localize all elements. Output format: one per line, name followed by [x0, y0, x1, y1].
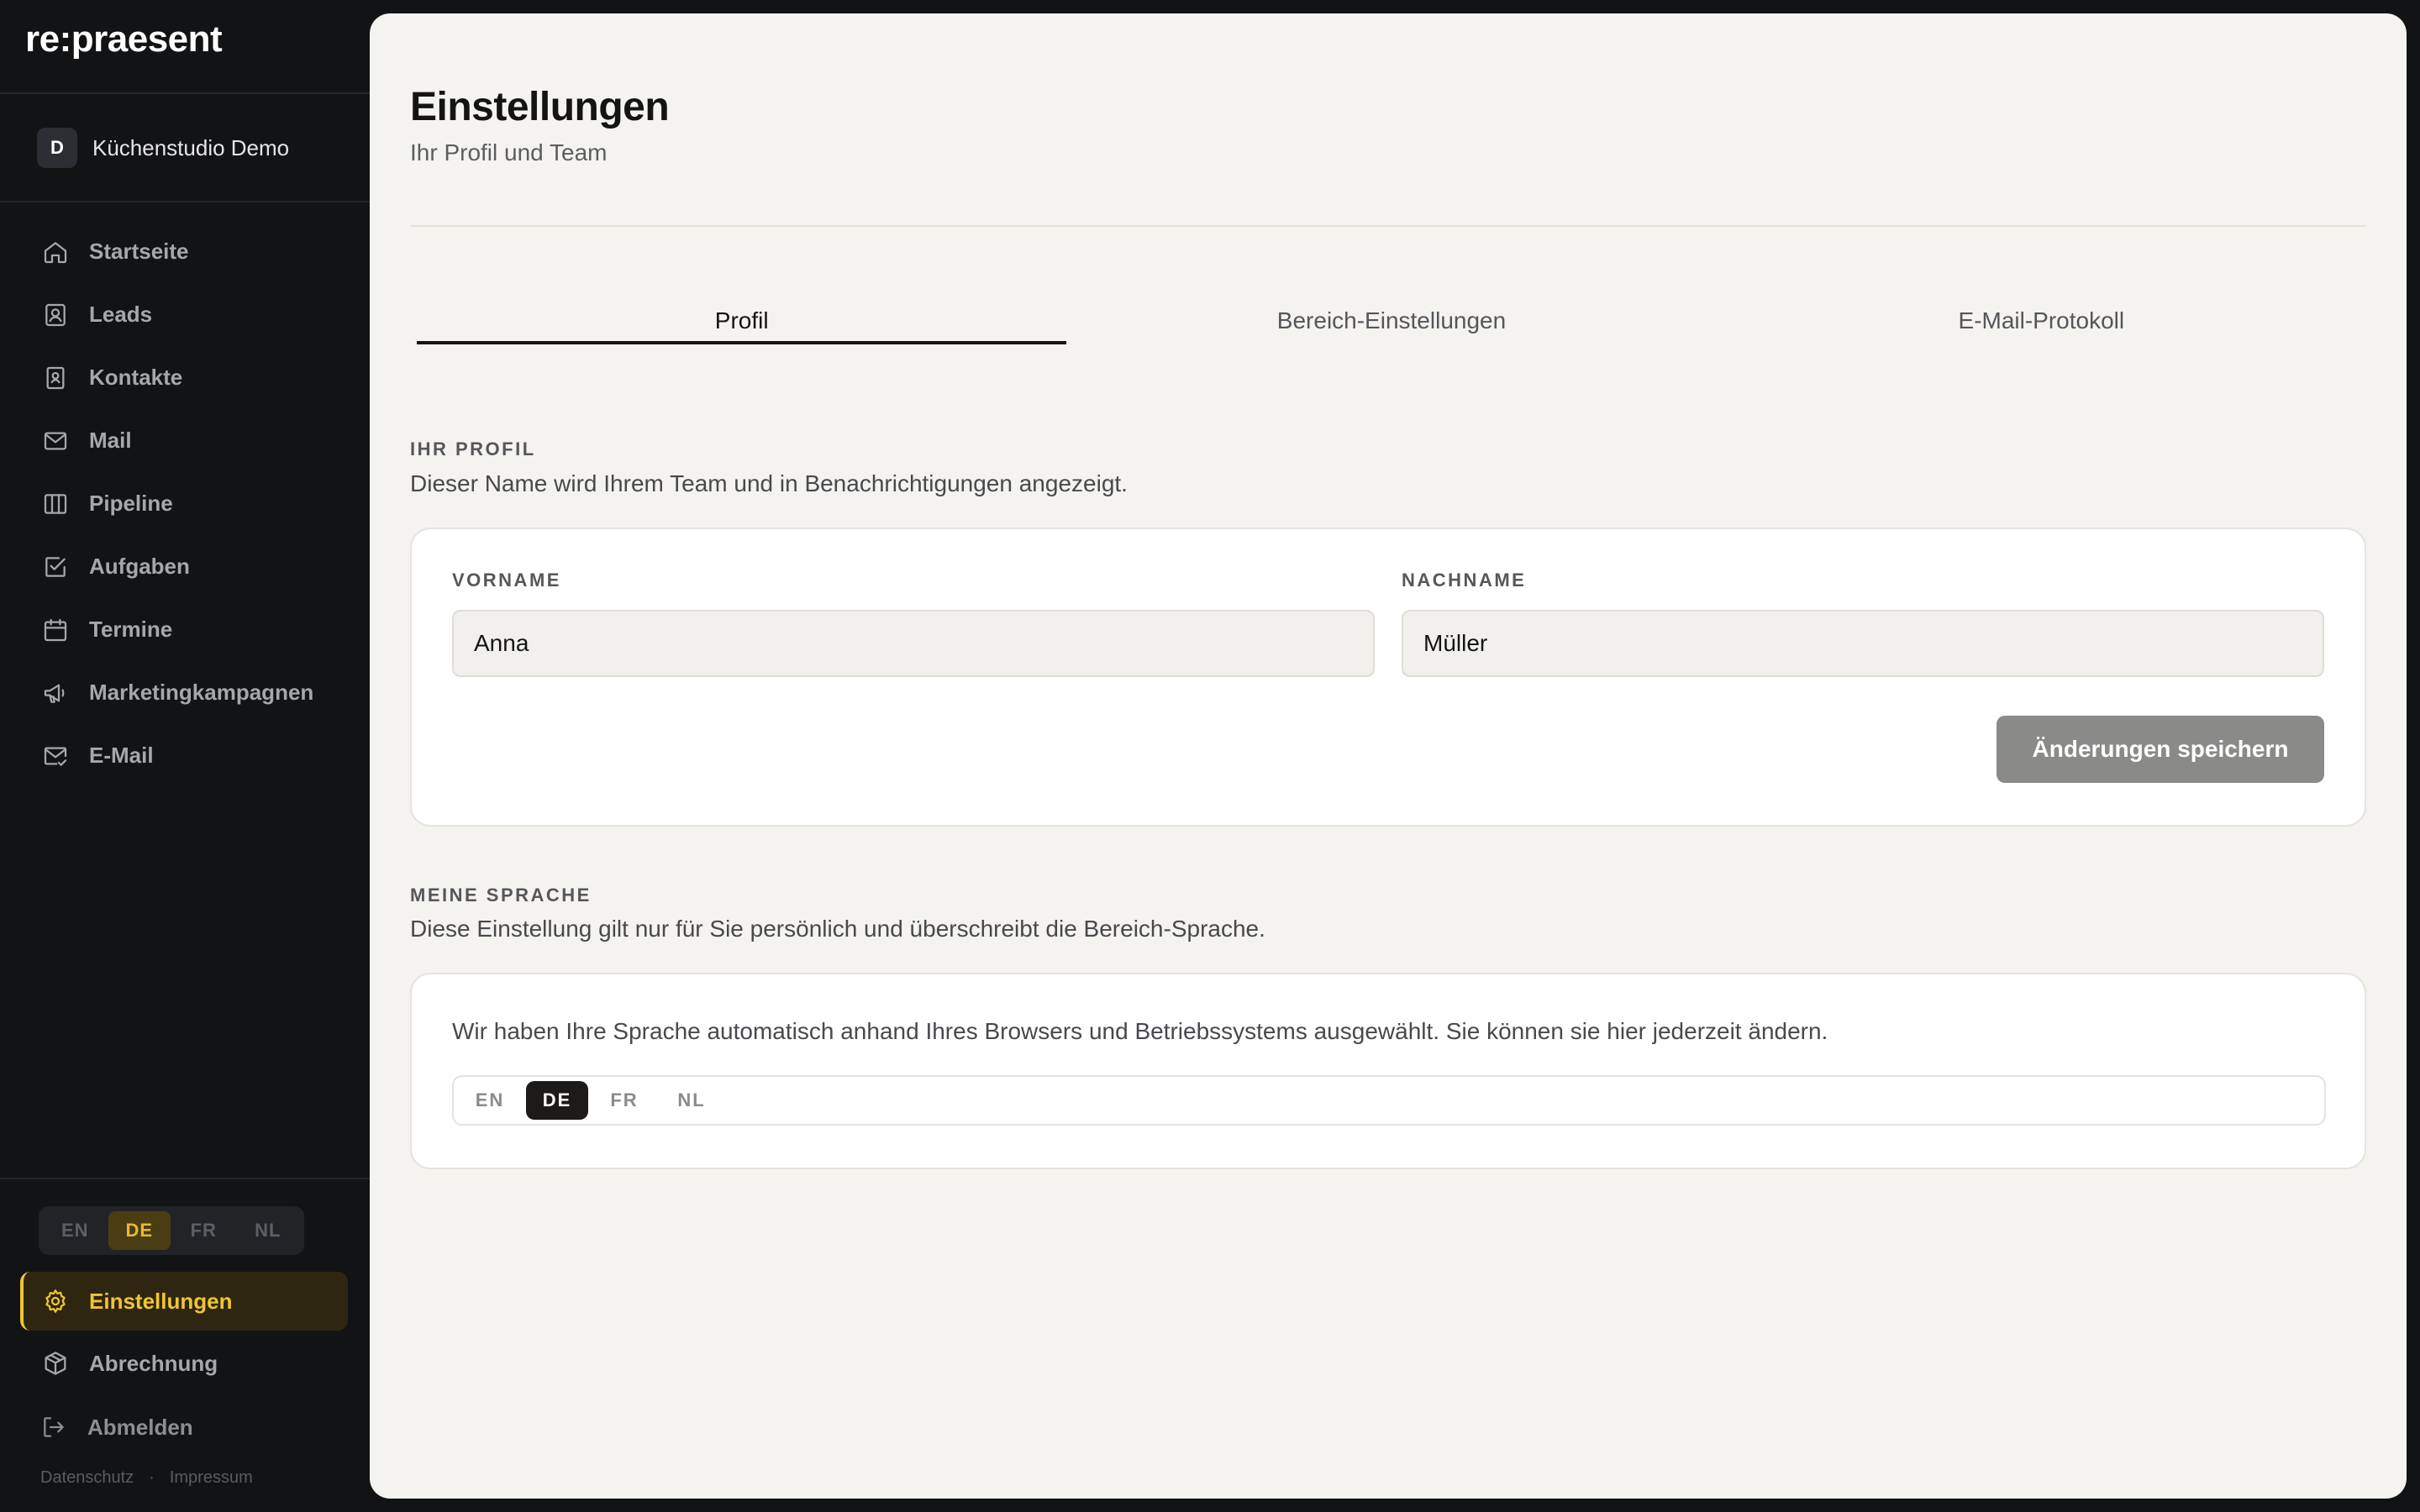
user-badge-icon — [42, 302, 69, 328]
logout-button[interactable] — [20, 1398, 348, 1457]
first-name-label: VORNAME — [452, 570, 561, 591]
sidebar-item-startseite[interactable] — [20, 220, 348, 283]
footer-separator: · — [149, 1468, 155, 1487]
sidebar-lang-en[interactable]: EN — [60, 1220, 89, 1241]
checkbox-icon — [42, 554, 69, 580]
sidebar-item-abrechnung[interactable] — [20, 1334, 348, 1393]
sidebar-language-switcher — [39, 1206, 304, 1255]
sidebar-divider — [0, 201, 370, 202]
brand-logo[interactable]: re:praesent — [25, 18, 223, 60]
sidebar-item-label: Einstellungen — [89, 1288, 233, 1314]
page-subtitle: Ihr Profil und Team — [410, 139, 608, 165]
main-content — [370, 13, 2407, 1499]
sidebar-item-termine[interactable] — [20, 598, 348, 661]
sidebar-item-pipeline[interactable] — [20, 472, 348, 535]
sidebar — [0, 0, 370, 1512]
profile-section-desc: Dieser Name wird Ihrem Team und in Benachrichtigungen angezeigt. — [410, 470, 1128, 496]
footer-links — [40, 1468, 253, 1488]
sidebar-item-label: Kontakte — [89, 365, 183, 390]
sidebar-item-label: Aufgaben — [89, 554, 190, 579]
tab-bereich-einstellungen[interactable]: Bereich-Einstellungen — [1276, 307, 1507, 333]
language-info-text: Wir haben Ihre Sprache automatisch anhand Ihres Browsers und Betriebssystems ausgewählt. Sie können sie hier jederzeit ändern. — [452, 1018, 1828, 1044]
last-name-field[interactable]: Müller — [1402, 610, 2324, 677]
language-card — [410, 973, 2366, 1169]
sidebar-item-label: Abrechnung — [89, 1350, 218, 1376]
home-icon — [42, 239, 69, 265]
gear-icon — [42, 1288, 69, 1315]
tab-e-mail-protokoll[interactable]: E-Mail-Protokoll — [1958, 307, 2125, 333]
sidebar-item-label: Leads — [89, 302, 153, 327]
language-section-desc: Diese Einstellung gilt nur für Sie persönlich und überschreibt die Bereich-Sprache. — [410, 916, 1265, 942]
sidebar-item-label: Marketingkampagnen — [89, 680, 314, 705]
first-name-field[interactable]: Anna — [452, 610, 1375, 677]
language-section-label: MEINE SPRACHE — [410, 885, 592, 906]
lang-option-de[interactable]: DE — [526, 1081, 588, 1120]
contact-card-icon — [42, 365, 69, 391]
sidebar-item-label: Pipeline — [89, 491, 173, 516]
mail-check-icon — [42, 743, 69, 769]
sidebar-divider — [0, 1178, 370, 1179]
sidebar-item-einstellungen[interactable] — [20, 1272, 348, 1331]
sidebar-item-marketingkampagnen[interactable] — [20, 661, 348, 724]
workspace-name: Küchenstudio Demo — [92, 134, 290, 160]
sidebar-item-label: E-Mail — [89, 743, 154, 768]
imprint-link[interactable]: Impressum — [169, 1468, 253, 1487]
sidebar-item-aufgaben[interactable] — [20, 535, 348, 598]
mail-icon — [42, 428, 69, 454]
sidebar-item-label: Startseite — [89, 239, 189, 264]
sidebar-item-e-mail[interactable] — [20, 724, 348, 787]
sidebar-item-kontakte[interactable] — [20, 346, 348, 409]
logout-icon — [40, 1414, 67, 1441]
profile-card — [410, 528, 2366, 827]
profile-section-label: IHR PROFIL — [410, 438, 536, 459]
workspace-avatar: D — [37, 128, 77, 168]
sidebar-lang-fr[interactable]: FR — [190, 1220, 217, 1241]
lang-option-nl[interactable]: NL — [677, 1089, 706, 1110]
package-icon — [42, 1350, 69, 1377]
lang-option-fr[interactable]: FR — [610, 1089, 639, 1110]
sidebar-item-label: Mail — [89, 428, 132, 453]
language-selector — [452, 1075, 2326, 1126]
sidebar-item-label: Termine — [89, 617, 173, 642]
calendar-icon — [42, 617, 69, 643]
sidebar-item-mail[interactable] — [20, 409, 348, 472]
main-nav — [20, 220, 348, 787]
sidebar-item-leads[interactable] — [20, 283, 348, 346]
page-title: Einstellungen — [410, 85, 670, 129]
columns-icon — [42, 491, 69, 517]
lang-option-en[interactable]: EN — [475, 1089, 505, 1110]
header-divider — [410, 225, 2366, 227]
last-name-label: NACHNAME — [1402, 570, 1527, 591]
logout-label: Abmelden — [87, 1414, 193, 1440]
sidebar-lang-de[interactable]: DE — [108, 1211, 171, 1250]
settings-tabs — [417, 291, 2366, 344]
workspace-switcher[interactable] — [37, 128, 289, 168]
megaphone-icon — [42, 680, 69, 706]
save-button[interactable]: Änderungen speichern — [1996, 716, 2324, 783]
privacy-link[interactable]: Datenschutz — [40, 1468, 134, 1487]
sidebar-divider — [0, 92, 370, 94]
sidebar-lang-nl[interactable]: NL — [255, 1220, 281, 1241]
tab-profil[interactable]: Profil — [417, 291, 1066, 344]
